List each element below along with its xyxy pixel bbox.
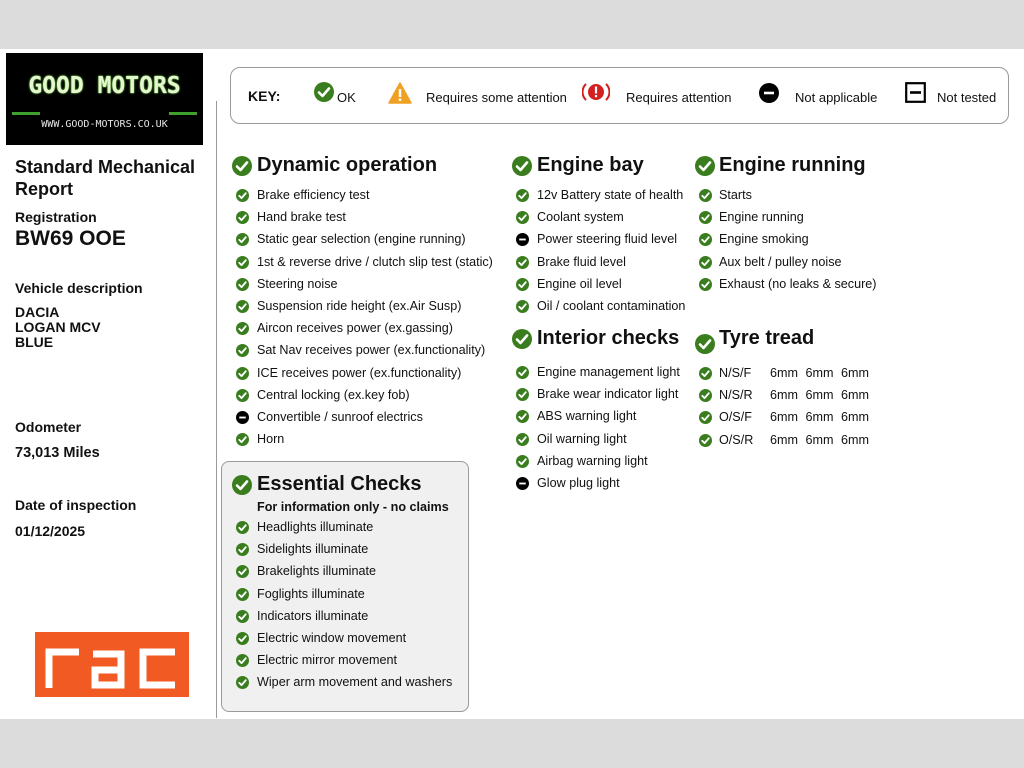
essential-checks-subtitle: For information only - no claims	[257, 500, 449, 514]
dynamic-item: ICE receives power (ex.functionality)	[257, 365, 462, 380]
dynamic-item: Central locking (ex.key fob)	[257, 387, 410, 402]
tyre-tread-values: 6mm 6mm 6mm	[770, 388, 869, 403]
minus-circle-icon	[236, 411, 249, 424]
dynamic-item: Horn	[257, 432, 285, 447]
odometer-value: 73,013 Miles	[15, 445, 100, 461]
ok-check-icon	[516, 455, 529, 468]
ok-check-icon	[516, 189, 529, 202]
ok-check-icon	[699, 256, 712, 269]
odometer-label: Odometer	[15, 419, 82, 435]
ok-check-icon	[516, 366, 529, 379]
ok-check-icon	[516, 388, 529, 401]
interior-item: Oil warning light	[537, 431, 627, 446]
ok-check-icon	[236, 389, 249, 402]
ok-check-icon	[236, 632, 249, 645]
registration-value: BW69 OOE	[15, 227, 126, 250]
ok-check-icon	[314, 82, 334, 102]
vehicle-colour: BLUE	[15, 334, 54, 350]
engine-running-item: Aux belt / pulley noise	[719, 254, 842, 269]
dynamic-operation-title: Dynamic operation	[257, 154, 438, 176]
key-ok-text: OK	[337, 90, 356, 105]
ok-check-icon	[699, 434, 712, 447]
ok-check-icon	[236, 433, 249, 446]
essential-item: Wiper arm movement and washers	[257, 675, 453, 690]
essential-item: Brakelights illuminate	[257, 564, 376, 579]
essential-item: Sidelights illuminate	[257, 542, 369, 557]
ok-check-icon	[236, 300, 249, 313]
essential-item: Foglights illuminate	[257, 586, 365, 601]
minus-circle-icon	[516, 233, 529, 246]
minus-square-icon	[905, 82, 926, 103]
ok-check-icon	[516, 410, 529, 423]
engine-bay-item: Coolant system	[537, 210, 624, 225]
engine-running-item: Starts	[719, 188, 752, 202]
vertical-divider	[216, 101, 217, 718]
essential-checks-title: Essential Checks	[257, 473, 422, 495]
tyre-tread-values: 6mm 6mm 6mm	[770, 432, 869, 447]
engine-bay-title: Engine bay	[537, 154, 644, 176]
vehicle-model: LOGAN MCV	[15, 319, 101, 335]
logo-title: GOOD MOTORS	[28, 73, 181, 99]
essential-item: Indicators illuminate	[257, 608, 369, 623]
ok-check-icon	[699, 411, 712, 424]
engine-bay-item: Brake fluid level	[537, 254, 626, 269]
ok-check-icon	[516, 211, 529, 224]
ok-check-icon	[699, 367, 712, 380]
interior-checks-title: Interior checks	[537, 327, 680, 349]
report-sheet	[0, 49, 1024, 719]
ok-check-icon	[695, 156, 715, 176]
dynamic-item: Aircon receives power (ex.gassing)	[257, 321, 453, 336]
ok-check-icon	[236, 278, 249, 291]
dynamic-item: Brake efficiency test	[257, 188, 370, 202]
ok-check-icon	[236, 588, 249, 601]
engine-running-item: Engine smoking	[719, 232, 809, 247]
ok-check-icon	[516, 433, 529, 446]
ok-check-icon	[699, 278, 712, 291]
good-motors-logo	[6, 53, 203, 145]
vehicle-description	[15, 305, 101, 350]
interior-item: Engine management light	[537, 365, 680, 379]
ok-check-icon	[232, 475, 252, 495]
tyre-tread-title: Tyre tread	[719, 327, 815, 349]
ok-check-icon	[236, 654, 249, 667]
vehicle-make: DACIA	[15, 304, 60, 320]
ok-check-icon	[512, 156, 532, 176]
ok-check-icon	[699, 189, 712, 202]
ok-check-icon	[236, 256, 249, 269]
ok-check-icon	[236, 211, 249, 224]
ok-check-icon	[232, 156, 252, 176]
engine-running-item: Engine running	[719, 210, 804, 225]
dynamic-item: Convertible / sunroof electrics	[257, 410, 423, 424]
dynamic-item: Static gear selection (engine running)	[257, 232, 466, 247]
key-not-applicable-text: Not applicable	[795, 90, 878, 105]
ok-check-icon	[236, 322, 249, 335]
vehicle-description-label: Vehicle description	[15, 280, 143, 296]
dynamic-item: Hand brake test	[257, 210, 346, 225]
key-legend	[230, 67, 1009, 124]
dynamic-item: Sat Nav receives power (ex.functionality)	[257, 343, 486, 358]
logo-divider-right	[169, 112, 197, 115]
essential-item: Electric window movement	[257, 631, 407, 645]
registration-label: Registration	[15, 209, 97, 225]
interior-item: Brake wear indicator light	[537, 387, 679, 402]
key-label: KEY:	[248, 88, 281, 104]
ok-check-icon	[516, 278, 529, 291]
interior-item: ABS warning light	[537, 409, 637, 424]
engine-running-title: Engine running	[719, 154, 866, 176]
alert-circle-icon	[582, 81, 610, 103]
ok-check-icon	[236, 565, 249, 578]
ok-check-icon	[699, 233, 712, 246]
inspection-date-value: 01/12/2025	[15, 523, 86, 539]
engine-running-item: Exhaust (no leaks & secure)	[719, 276, 877, 291]
engine-bay-item: 12v Battery state of health	[537, 188, 684, 202]
dynamic-item: Steering noise	[257, 276, 338, 291]
ok-check-icon	[236, 543, 249, 556]
dynamic-item: Suspension ride height (ex.Air Susp)	[257, 299, 462, 313]
report-title: Standard Mechanical Report	[15, 157, 196, 199]
rac-logo	[35, 632, 189, 697]
interior-item: Airbag warning light	[537, 453, 648, 468]
logo-url: WWW.GOOD-MOTORS.CO.UK	[41, 119, 168, 130]
essential-item: Headlights illuminate	[257, 520, 374, 534]
ok-check-icon	[516, 300, 529, 313]
tyre-item: O/S/F	[719, 410, 752, 425]
ok-check-icon	[695, 334, 715, 354]
ok-check-icon	[699, 211, 712, 224]
logo-divider-left	[12, 112, 40, 115]
minus-circle-icon	[516, 477, 529, 490]
ok-check-icon	[512, 329, 532, 349]
engine-bay-item: Power steering fluid level	[537, 232, 678, 247]
key-requires-attention-text: Requires attention	[626, 90, 732, 105]
inspection-date-label: Date of inspection	[15, 497, 137, 513]
essential-item: Electric mirror movement	[257, 653, 397, 668]
interior-item: Glow plug light	[537, 476, 620, 490]
tyre-item: N/S/R	[719, 388, 753, 403]
ok-check-icon	[236, 344, 249, 357]
minus-circle-icon	[759, 83, 779, 103]
ok-check-icon	[236, 233, 249, 246]
ok-check-icon	[516, 256, 529, 269]
ok-check-icon	[236, 189, 249, 202]
rac-wordmark-icon	[35, 632, 189, 697]
ok-check-icon	[699, 389, 712, 402]
tyre-tread-values: 6mm 6mm 6mm	[770, 410, 869, 425]
tyre-item: N/S/F	[719, 366, 752, 380]
key-some-attention-text: Requires some attention	[426, 90, 567, 105]
ok-check-icon	[236, 676, 249, 689]
warning-triangle-icon	[388, 82, 412, 104]
key-not-tested-text: Not tested	[937, 90, 997, 105]
tyre-tread-values: 6mm 6mm 6mm	[770, 366, 869, 380]
ok-check-icon	[236, 521, 249, 534]
ok-check-icon	[236, 367, 249, 380]
dynamic-item: 1st & reverse drive / clutch slip test (static)	[257, 254, 493, 269]
ok-check-icon	[236, 610, 249, 623]
tyre-item: O/S/R	[719, 432, 754, 447]
engine-bay-item: Oil / coolant contamination	[537, 299, 686, 313]
engine-bay-item: Engine oil level	[537, 276, 622, 291]
